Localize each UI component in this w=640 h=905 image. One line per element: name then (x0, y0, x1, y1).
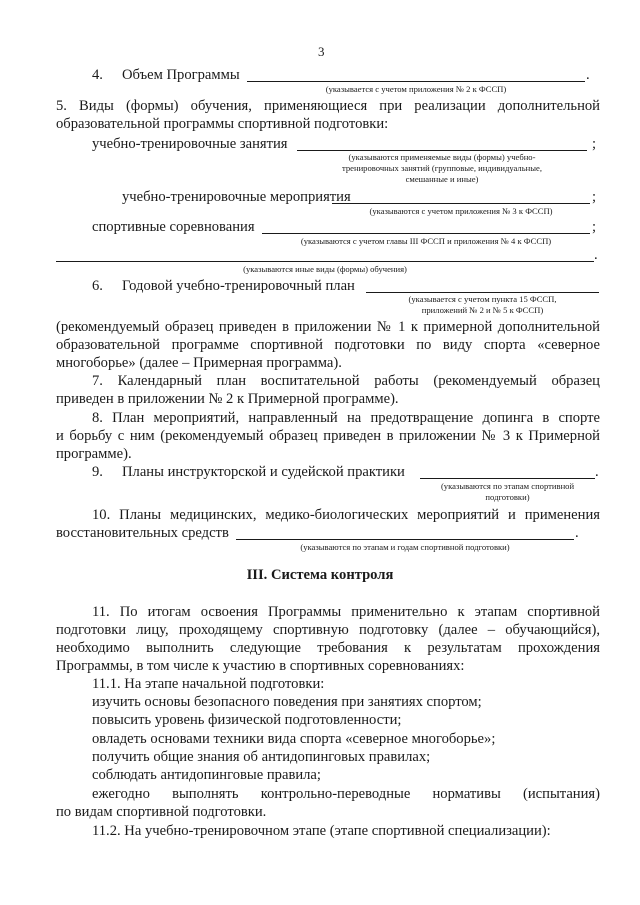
other-forms-caption: (указываются иные виды (формы) обучения) (243, 264, 407, 274)
item6-caption-2: приложений № 2 и № 5 к ФССП) (421, 305, 544, 315)
item10-line1: 10. Планы медицинских, медико-биологических мероприятий и применения (92, 507, 600, 523)
item11-1-req5: соблюдать антидопинговые правила; (92, 767, 321, 783)
item11-1-req4: получить общие знания об антидопинговых правилах; (92, 749, 431, 765)
item4-end: . (586, 67, 590, 83)
item11-1-req3: овладеть основами техники вида спорта «северное многоборье»; (92, 731, 496, 747)
item4-fill-line (247, 81, 585, 82)
item11-line3: необходимо выполнить следующие требования к результатам прохождения (56, 640, 600, 656)
item6-line4: многоборье» (далее – Примерная программа). (56, 355, 342, 371)
item11-1-req1: изучить основы безопасного поведения при занятиях спортом; (92, 694, 482, 710)
item6-line3: образовательной программе спортивной подготовки по виду спорта «северное (56, 337, 600, 353)
item9-caption-1: (указываются по этапам спортивной (440, 481, 575, 491)
item11-1-req2: повысить уровень физической подготовленности; (92, 712, 402, 728)
item6-fill-line (366, 292, 599, 293)
training-events-label: учебно-тренировочные мероприятия (122, 189, 351, 205)
item8-line3: программе). (56, 446, 132, 462)
item7-line1: 7. Календарный план воспитательной работы (рекомендуемый образец (92, 373, 600, 389)
competitions-label: спортивные соревнования (92, 219, 255, 235)
training-sessions-caption-1: (указываются применяемые виды (формы) учебно- (348, 152, 536, 162)
item4-number: 4. (92, 67, 103, 83)
competitions-caption: (указываются с учетом главы III ФССП и приложения № 4 к ФССП) (300, 236, 552, 246)
item6-number: 6. (92, 278, 103, 294)
item10-caption: (указываются по этапам и годам спортивной подготовки) (300, 542, 510, 552)
item11-line4: Программы, в том числе к участию в спортивных соревнованиях: (56, 658, 465, 674)
training-events-fill-line (332, 203, 590, 204)
item6-caption-1: (указывается с учетом пункта 15 ФССП, (408, 294, 557, 304)
item6-line2: (рекомендуемый образец приведен в приложении № 1 к примерной дополнительной (56, 319, 600, 335)
item4-caption: (указывается с учетом приложения № 2 к ФССП) (325, 84, 507, 94)
competitions-end: ; (592, 219, 597, 235)
item9-fill-line (420, 478, 595, 479)
competitions-fill-line (262, 233, 590, 234)
item10-fill-line (236, 539, 574, 540)
item10-end: . (575, 525, 579, 541)
item11-line1: 11. По итогам освоения Программы применительно к этапам спортивной (92, 604, 600, 620)
item8-line2: и борьбу с ним (рекомендуемый образец приведен в приложении № 3 к Примерной (56, 428, 600, 444)
item11-1-title: 11.1. На этапе начальной подготовки: (92, 676, 325, 692)
item9-caption-2: подготовки) (485, 492, 530, 502)
item4-label: Объем Программы (122, 67, 240, 83)
item9-label: Планы инструкторской и судейской практики (122, 464, 405, 480)
training-sessions-label: учебно-тренировочные занятия (92, 136, 288, 152)
item11-line2: подготовки лицу, проходящему спортивную подготовку (далее – обучающийся), (56, 622, 600, 638)
training-sessions-end: ; (592, 136, 597, 152)
item5-line2: образовательной программы спортивной подготовки: (56, 116, 389, 132)
item9-number: 9. (92, 464, 103, 480)
item5-line1: 5. Виды (формы) обучения, применяющиеся при реализации дополнительной (56, 98, 600, 114)
item7-line2: приведен в приложении № 2 к Примерной программе). (56, 391, 399, 407)
item11-1-req6-line1: ежегодно выполнять контрольно-переводные нормативы (испытания) (92, 786, 600, 802)
training-events-end: ; (592, 189, 597, 205)
item8-line1: 8. План мероприятий, направленный на предотвращение допинга в спорте (92, 410, 600, 426)
training-sessions-caption-2: тренировочных занятий (групповые, индивидуальные, (342, 163, 542, 173)
other-forms-fill-line (56, 261, 594, 262)
section3-heading: III. Система контроля (246, 567, 394, 583)
item9-end: . (595, 464, 599, 480)
page-number: 3 (318, 44, 325, 59)
item10-line2: восстановительных средств (56, 525, 229, 541)
training-events-caption: (указываются с учетом приложения № 3 к ФССП) (369, 206, 553, 216)
training-sessions-caption-3: смешанные и иные) (405, 174, 479, 184)
item11-1-req6-line2: по видам спортивной подготовки. (56, 804, 267, 820)
other-forms-end: . (594, 247, 598, 263)
item11-2-title: 11.2. На учебно-тренировочном этапе (этапе спортивной специализации): (92, 823, 551, 839)
item6-label: Годовой учебно-тренировочный план (122, 278, 355, 294)
training-sessions-fill-line (297, 150, 587, 151)
